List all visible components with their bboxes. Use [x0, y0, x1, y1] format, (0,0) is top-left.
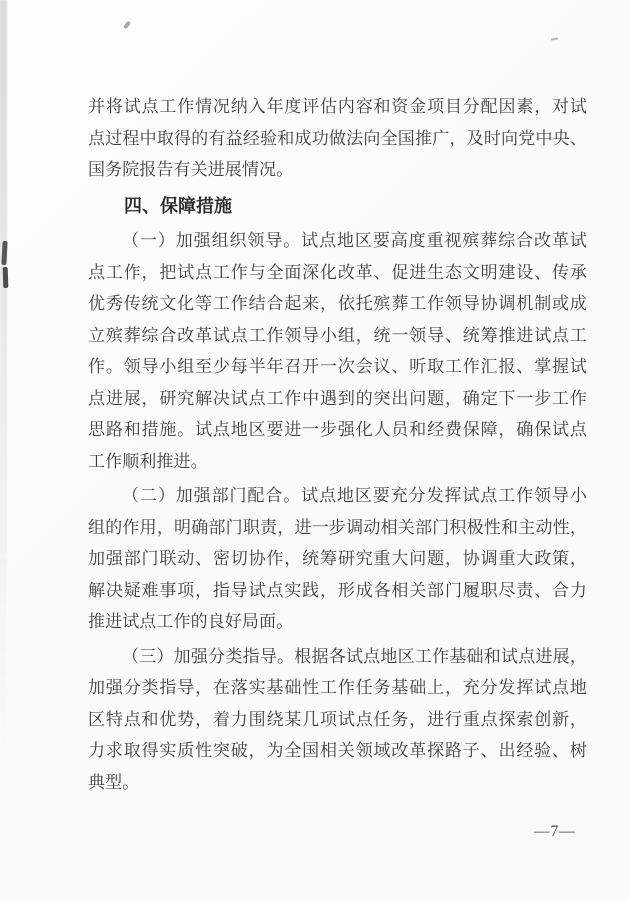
text-line: 并将试点工作情况纳入年度评估内容和资金项目分配因素，对试: [88, 97, 587, 116]
scan-edge-shadow: [0, 0, 7, 760]
text-line: （三）加强分类指导。根据各试点地区工作基础和试点进展，: [122, 646, 587, 666]
paragraph-2: [88, 480, 587, 638]
text-line: 国务院报告有关进展情况。: [88, 160, 294, 179]
section-heading: 四、保障措施: [124, 195, 232, 216]
scan-smudge: [3, 267, 9, 288]
text-line: 区特点和优势，着力围绕某几项试点任务，进行重点探索创新，: [88, 709, 587, 729]
scan-speck: [123, 21, 131, 30]
document-body: [88, 91, 587, 798]
text-line: 点进展，研究解决试点工作中遇到的突出问题，确定下一步工作: [88, 388, 587, 408]
paragraph-1: [88, 225, 587, 477]
text-line: 点工作，把试点工作与全面深化改革、促进生态文明建设、传承: [88, 262, 587, 282]
text-line: 加强分类指导，在落实基础性工作任务基础上，充分发挥试点地: [88, 678, 587, 697]
paragraph-3: [88, 641, 587, 799]
text-line: 思路和措施。试点地区要进一步强化人员和经费保障，确保试点: [88, 420, 587, 439]
text-line: 立殡葬综合改革试点工作领导小组，统一领导、统筹推进试点工: [88, 325, 587, 345]
scan-speck: [551, 38, 558, 41]
text-line: 推进试点工作的良好局面。: [88, 612, 294, 631]
text-line: 解决疑难事项，指导试点实践，形成各相关部门履职尽责、合力: [88, 580, 587, 600]
intro-paragraph: [88, 91, 587, 186]
text-line: 组的作用，明确部门职责，进一步调动相关部门积极性和主动性，: [88, 517, 587, 537]
text-line: 力求取得实质性突破，为全国相关领域改革探路子、出经验、树: [88, 741, 587, 760]
text-line: （二）加强部门配合。试点地区要充分发挥试点工作领导小: [122, 486, 587, 505]
page-number: —7—: [534, 823, 576, 840]
text-line: 作。领导小组至少每半年召开一次会议、听取工作汇报、掌握试: [88, 357, 587, 376]
text-line: 工作顺利推进。: [88, 451, 208, 471]
text-line: 点过程中取得的有益经验和成功做法向全国推广，及时向党中央、: [88, 128, 587, 148]
text-line: 优秀传统文化等工作结合起来，依托殡葬工作领导协调机制或成: [88, 294, 587, 313]
text-line: 加强部门联动、密切协作，统筹研究重大问题，协调重大政策，: [88, 549, 587, 568]
text-line: 典型。: [88, 772, 140, 792]
text-line: （一）加强组织领导。试点地区要高度重视殡葬综合改革试: [122, 231, 587, 250]
